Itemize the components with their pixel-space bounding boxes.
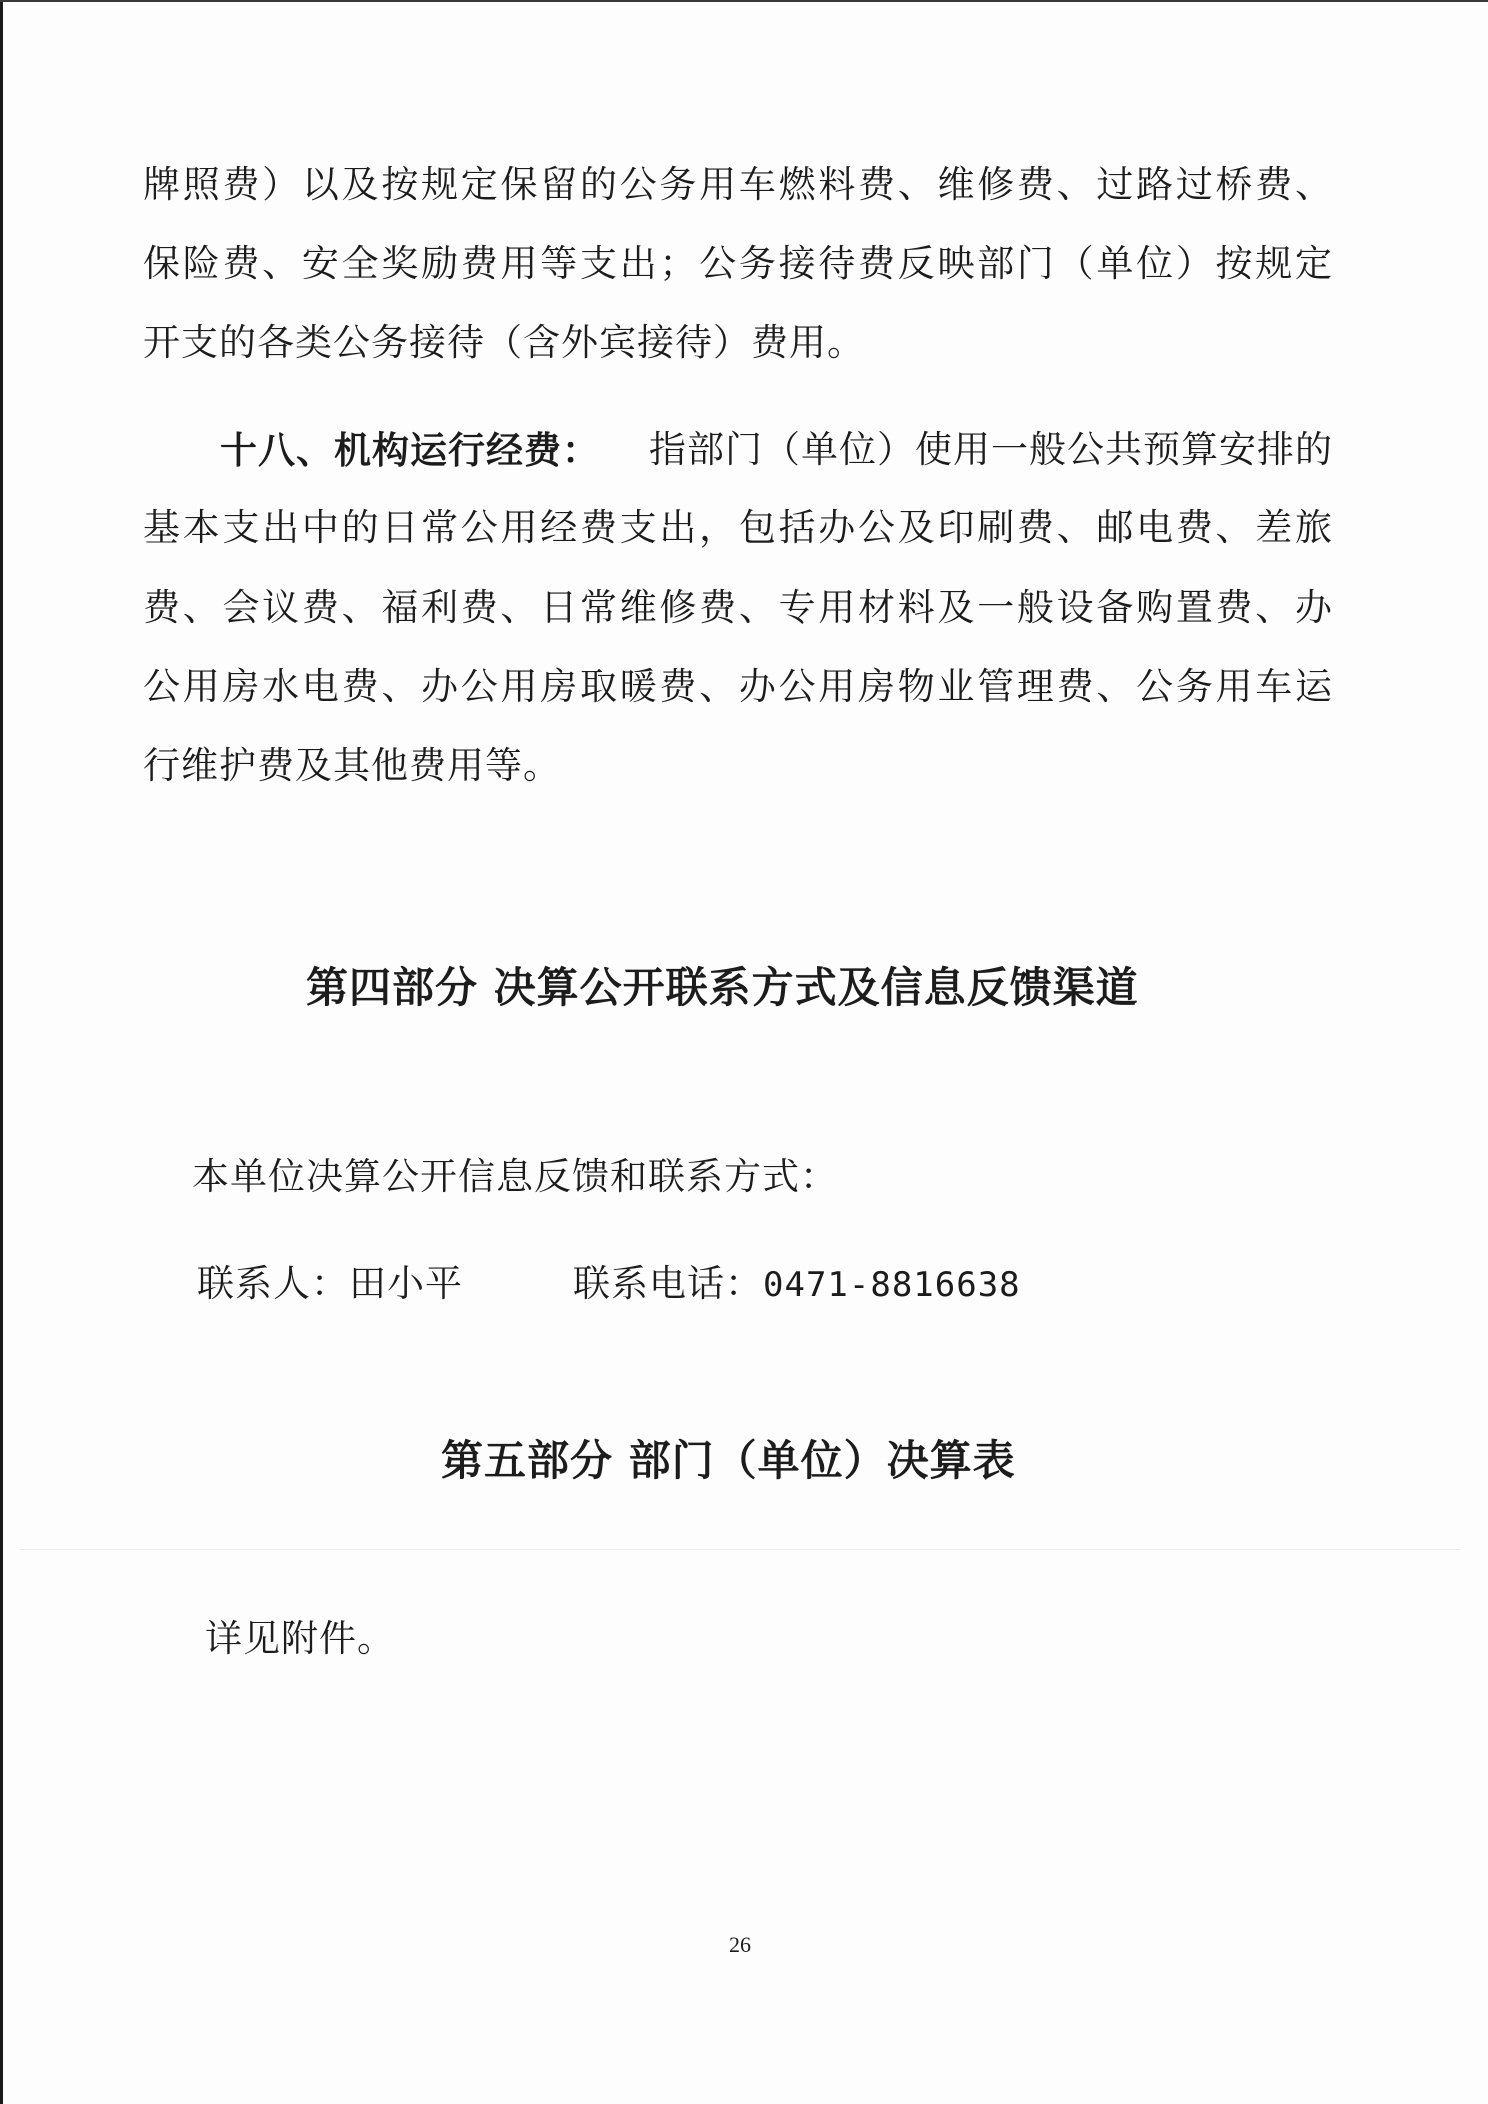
contact-person: 田小平 <box>349 1262 463 1305</box>
part-5-heading: 第五部分 部门（单位）决算表 <box>441 1436 1016 1485</box>
scan-artifact-line <box>20 1549 1460 1550</box>
phone-number: 0471-8816638 <box>763 1265 1021 1305</box>
paragraph-line: 基本支出中的日常公用经费支出，包括办公及印刷费、邮电费、差旅 <box>143 506 1333 549</box>
section-18-first-line-rest: 指部门（单位）使用一般公共预算安排的 <box>649 428 1333 471</box>
section-18-lead: 十八、机构运行经费： <box>220 428 600 472</box>
paragraph-line: 公用房水电费、办公用房取暖费、办公用房物业管理费、公务用车运 <box>143 665 1333 708</box>
contact-line <box>197 1262 1021 1307</box>
contact-person-label: 联系人： <box>197 1262 349 1305</box>
paragraph-line: 费、会议费、福利费、日常维修费、专用材料及一般设备购置费、办 <box>143 586 1333 629</box>
part-5-body: 详见附件。 <box>205 1617 395 1660</box>
phone-label: 联系电话： <box>573 1262 763 1305</box>
paragraph-line: 行维护费及其他费用等。 <box>143 744 561 787</box>
section-18-first-line <box>220 428 1333 472</box>
scan-edge-left <box>0 0 3 2104</box>
part-4-heading: 第四部分 决算公开联系方式及信息反馈渠道 <box>306 963 1139 1012</box>
scan-edge-top <box>0 0 1488 2</box>
part-4-intro: 本单位决算公开信息反馈和联系方式： <box>192 1155 838 1198</box>
paragraph-line: 保险费、安全奖励费用等支出；公务接待费反映部门（单位）按规定 <box>143 242 1333 285</box>
paragraph-line: 牌照费）以及按规定保留的公务用车燃料费、维修费、过路过桥费、 <box>143 163 1333 206</box>
paragraph-line: 开支的各类公务接待（含外宾接待）费用。 <box>143 321 865 364</box>
page-number: 26 <box>729 1932 751 1957</box>
